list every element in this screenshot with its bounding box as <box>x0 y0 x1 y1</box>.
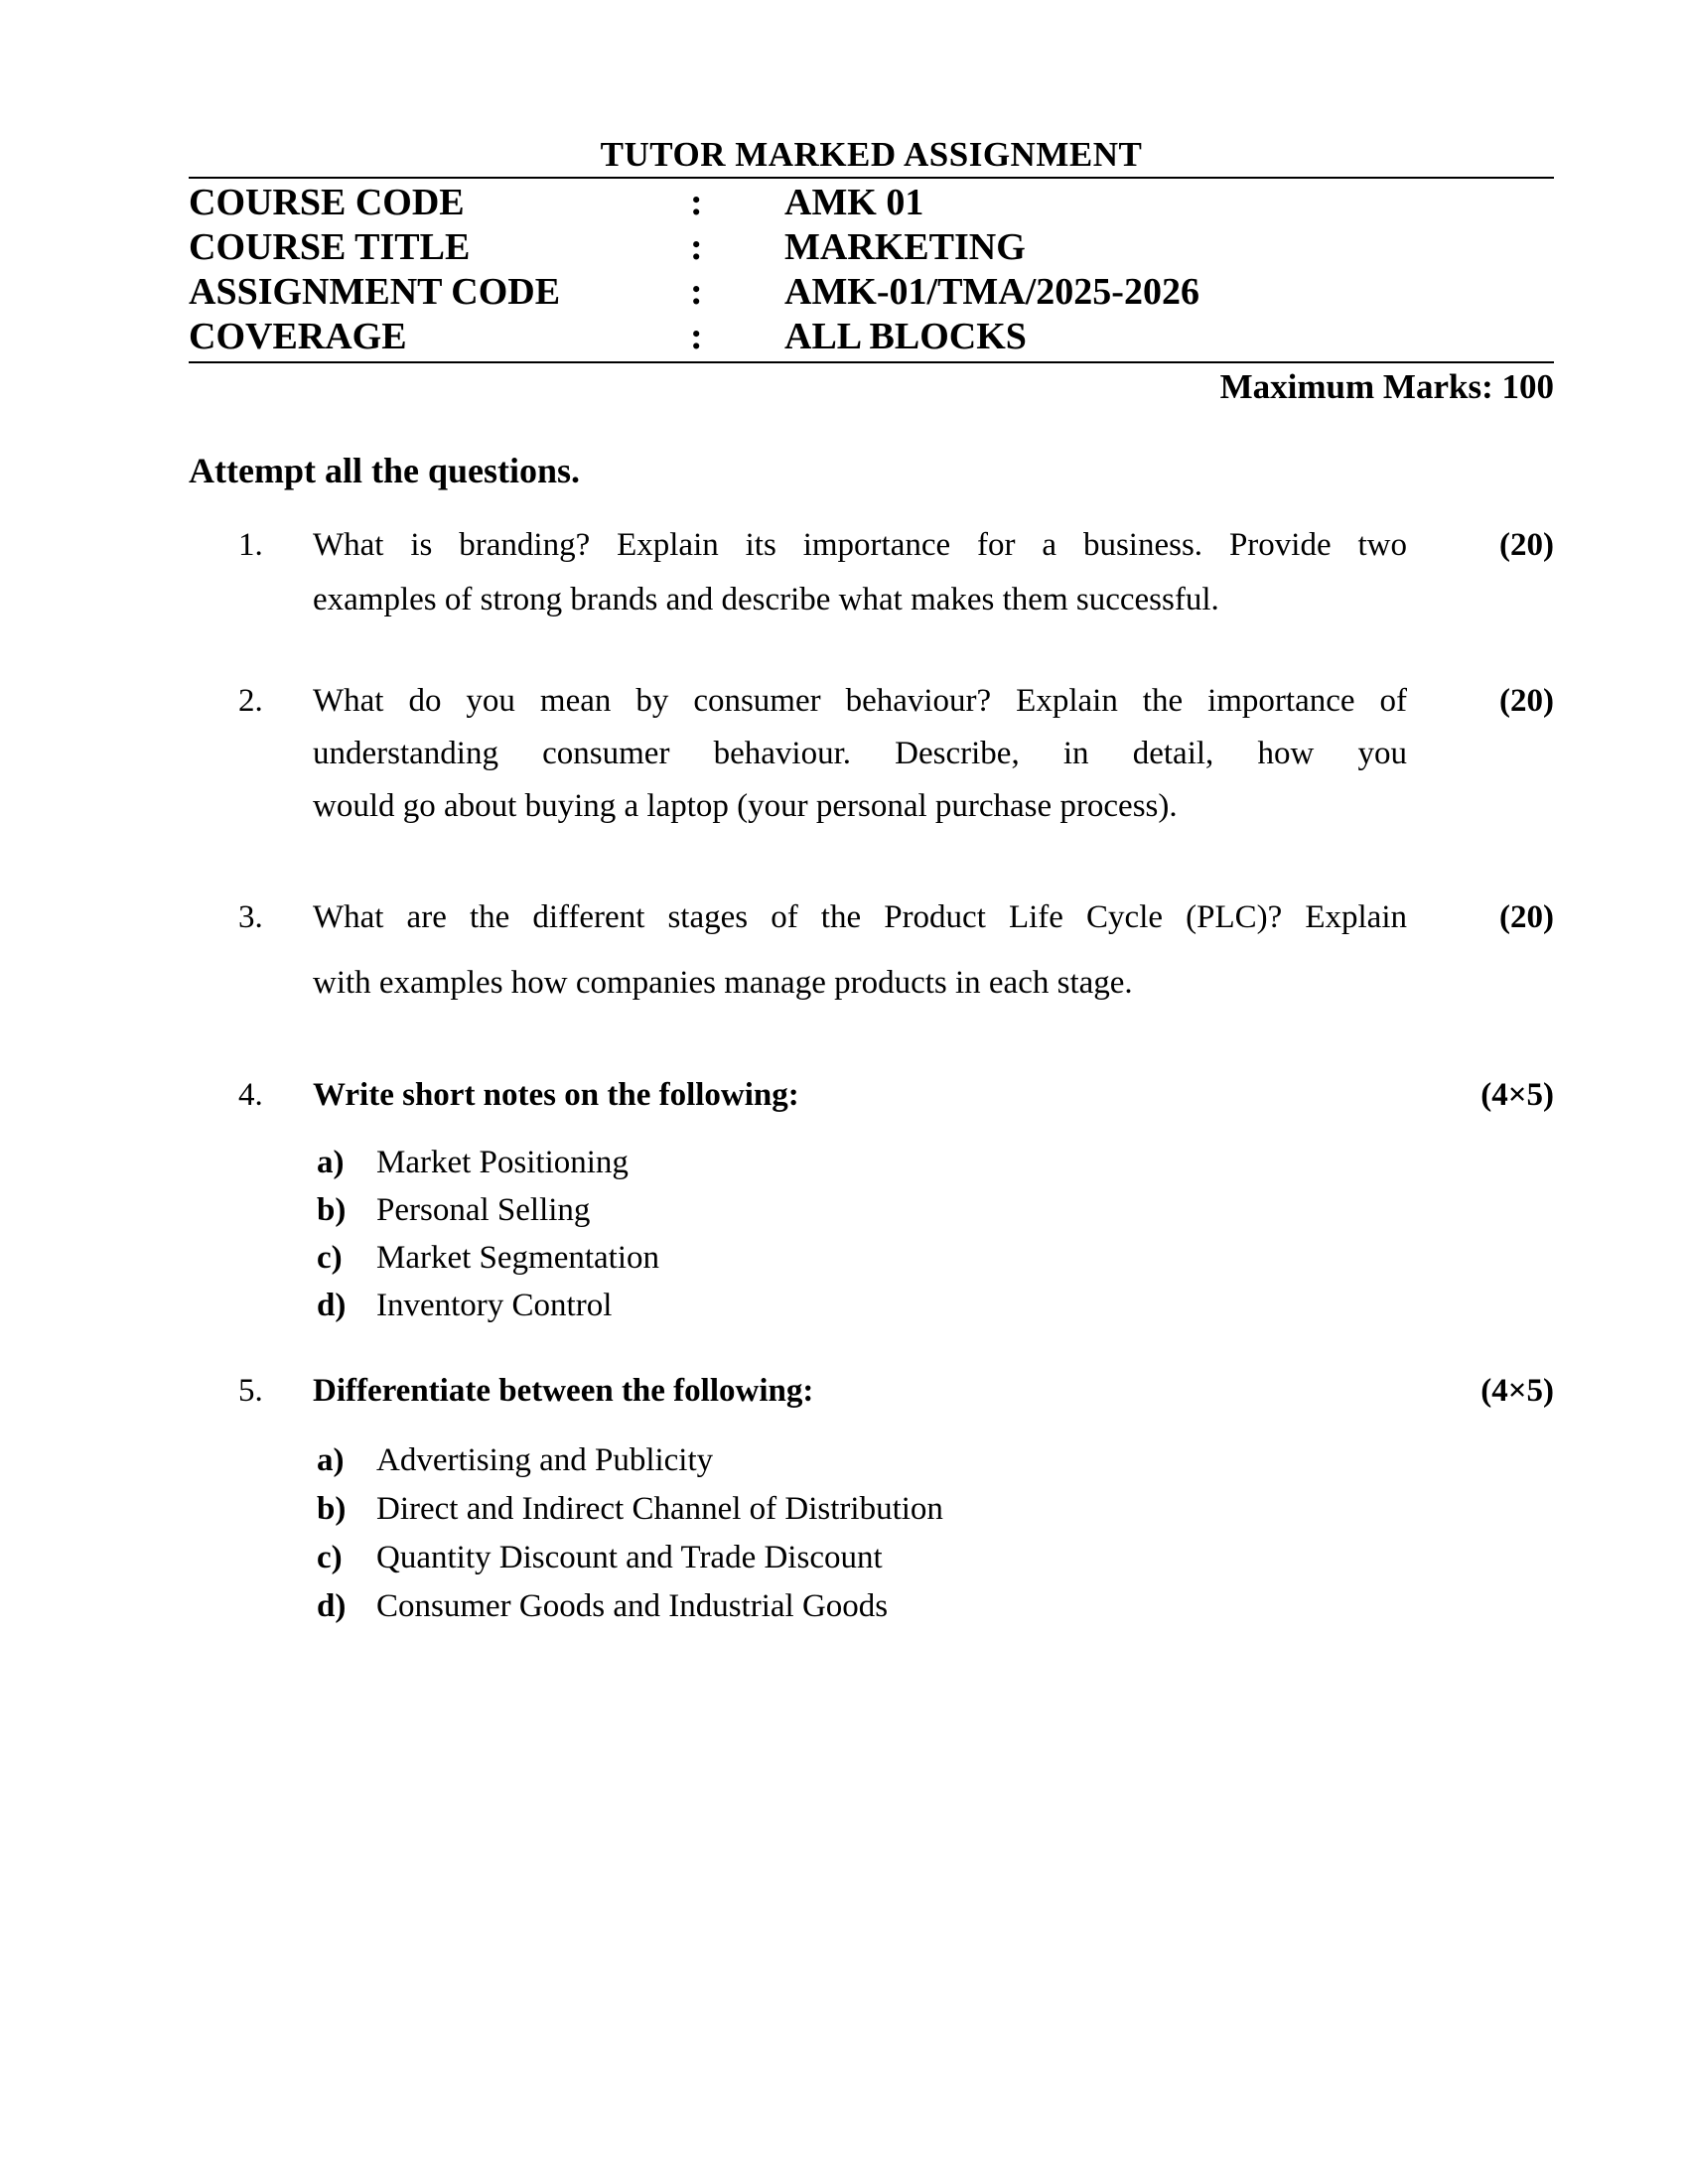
question-heading: Differentiate between the following: <box>313 1373 814 1409</box>
instruction-text: Attempt all the questions. <box>189 451 580 490</box>
question-marks: (20) <box>1499 683 1554 719</box>
question-4-sub-list <box>189 1139 1554 1329</box>
sub-item-letter: d) <box>317 1588 347 1624</box>
sub-item-text: Consumer Goods and Industrial Goods <box>376 1588 889 1624</box>
coverage-value: ALL BLOCKS <box>784 316 1027 357</box>
course-title-value: MARKETING <box>784 226 1026 268</box>
question-heading: Write short notes on the following: <box>313 1077 799 1113</box>
sub-item-letter: b) <box>317 1192 347 1228</box>
list-item <box>189 1139 1554 1186</box>
table-row-assignment-code <box>189 270 1554 315</box>
sub-item-text: Inventory Control <box>376 1288 613 1323</box>
table-row-coverage <box>189 315 1554 359</box>
list-item <box>189 1234 1554 1282</box>
assignment-code-label: ASSIGNMENT CODE <box>189 271 561 313</box>
sub-item-text: Market Segmentation <box>376 1240 660 1276</box>
separator-colon: : <box>690 182 703 223</box>
question-marks: (4×5) <box>1480 1373 1554 1409</box>
question-marks: (20) <box>1499 527 1554 563</box>
max-marks-text: Maximum Marks: 100 <box>1219 367 1554 406</box>
question-row-3 <box>189 885 1554 1016</box>
course-title-label: COURSE TITLE <box>189 226 471 268</box>
question-row-1 <box>189 518 1554 627</box>
assignment-code-value: AMK-01/TMA/2025-2026 <box>784 271 1199 313</box>
question-row-4 <box>189 1075 1554 1115</box>
course-code-label: COURSE CODE <box>189 182 465 223</box>
sub-item-text: Market Positioning <box>376 1145 629 1180</box>
question-number: 5. <box>238 1373 263 1409</box>
course-info-table <box>189 181 1554 359</box>
sub-item-letter: b) <box>317 1491 347 1527</box>
sub-item-text: Advertising and Publicity <box>376 1442 714 1478</box>
question-line: would go about buying a laptop (your personal purchase process). <box>313 788 1178 824</box>
course-code-value: AMK 01 <box>784 182 924 223</box>
question-5-sub-list <box>189 1436 1554 1631</box>
sub-item-letter: c) <box>317 1240 343 1276</box>
list-item <box>189 1436 1554 1485</box>
question-number: 4. <box>238 1077 263 1113</box>
question-line: with examples how companies manage products in each stage. <box>313 965 1133 1001</box>
coverage-label: COVERAGE <box>189 316 407 357</box>
sub-item-letter: a) <box>317 1145 345 1180</box>
question-list <box>189 518 1554 1631</box>
table-row-course-title <box>189 225 1554 270</box>
sub-item-text: Direct and Indirect Channel of Distribution <box>376 1491 943 1527</box>
list-item <box>189 1282 1554 1329</box>
separator-colon: : <box>690 226 703 268</box>
sub-item-letter: d) <box>317 1288 347 1323</box>
question-number: 1. <box>238 527 263 563</box>
list-item <box>189 1534 1554 1582</box>
question-line: examples of strong brands and describe what makes them successful. <box>313 582 1219 617</box>
question-number: 3. <box>238 899 263 935</box>
header-bottom-divider <box>189 361 1554 363</box>
question-marks: (20) <box>1499 899 1554 935</box>
question-line: understanding consumer behaviour. Describe, in detail, how you <box>313 736 1407 771</box>
question-row-5 <box>189 1371 1554 1411</box>
sub-item-text: Personal Selling <box>376 1192 591 1228</box>
table-row-course-code <box>189 181 1554 225</box>
document-title: TUTOR MARKED ASSIGNMENT <box>600 135 1143 174</box>
question-text <box>313 518 1407 627</box>
question-text <box>313 885 1407 1016</box>
question-marks: (4×5) <box>1480 1077 1554 1113</box>
list-item <box>189 1582 1554 1631</box>
separator-colon: : <box>690 316 703 357</box>
question-line: What are the different stages of the Product Life Cycle (PLC)? Explain <box>313 899 1407 935</box>
question-line: What do you mean by consumer behaviour? Explain the importance of <box>313 683 1407 719</box>
question-text <box>313 675 1407 833</box>
list-item <box>189 1485 1554 1534</box>
sub-item-text: Quantity Discount and Trade Discount <box>376 1540 883 1575</box>
list-item <box>189 1186 1554 1234</box>
question-number: 2. <box>238 683 263 719</box>
sub-item-letter: a) <box>317 1442 345 1478</box>
sub-item-letter: c) <box>317 1540 343 1575</box>
question-row-2 <box>189 675 1554 833</box>
header-top-divider <box>189 177 1554 179</box>
separator-colon: : <box>690 271 703 313</box>
question-line: What is branding? Explain its importance for a business. Provide two <box>313 527 1407 563</box>
page-content <box>189 0 1554 1631</box>
